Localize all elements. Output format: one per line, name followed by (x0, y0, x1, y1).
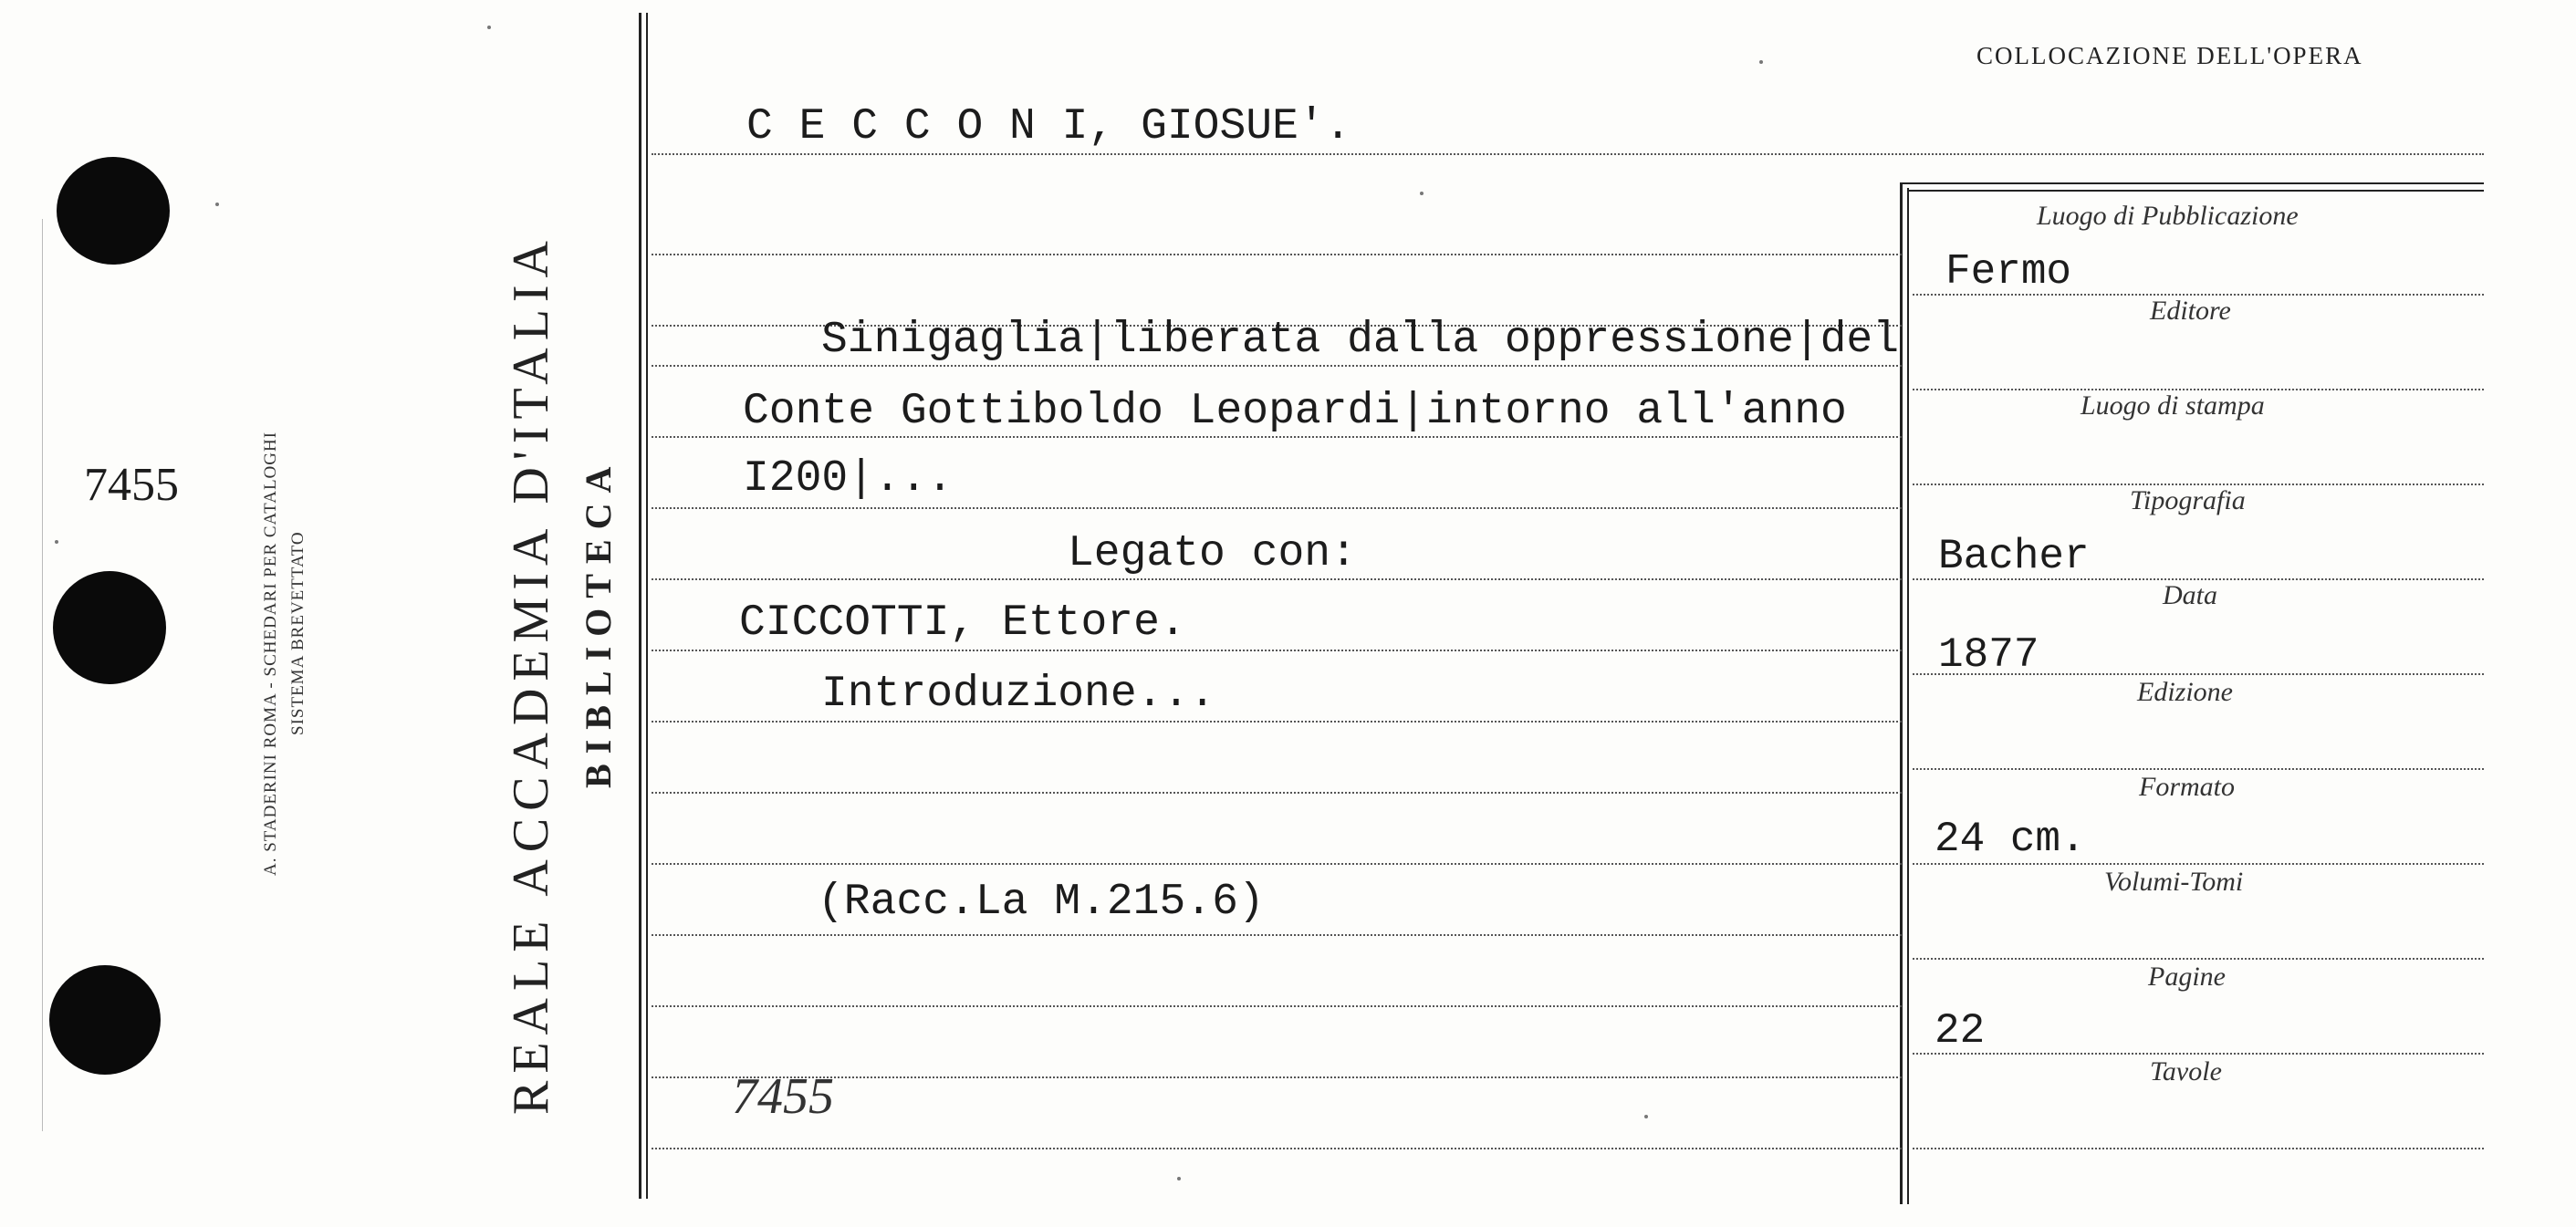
field-label-editore: Editore (2150, 296, 2231, 326)
rule-line (652, 650, 1902, 651)
right-box-top-rule-b (1907, 190, 2484, 192)
rule-line (652, 254, 1902, 255)
paper-speck (215, 203, 219, 206)
bound-author: CICCOTTI, Ettore. (739, 598, 1186, 648)
field-label-volumi-tomi: Volumi-Tomi (2104, 867, 2244, 897)
bound-with-label: Legato con: (1068, 529, 1357, 578)
field-value-pagine: 22 (1935, 1007, 1986, 1055)
title-line-3: I200|... (743, 454, 954, 504)
field-label-tavole: Tavole (2150, 1056, 2222, 1087)
field-rule (1913, 768, 2484, 770)
punch-hole-top (57, 157, 170, 265)
field-rule (1913, 1148, 2484, 1149)
rule-line (652, 507, 1902, 509)
field-label-formato: Formato (2139, 772, 2235, 802)
rule-line (652, 365, 1902, 367)
rule-line (652, 578, 1902, 580)
rule-line (652, 721, 1902, 723)
rule-line (652, 436, 1902, 438)
left-edge-mark (42, 219, 43, 1131)
rule-line (652, 792, 1902, 794)
field-value-tipografia: Bacher (1938, 533, 2090, 580)
collocation-header: COLLOCAZIONE DELL'OPERA (1976, 42, 2363, 69)
department-name: BIBLIOTECA (578, 456, 619, 788)
author-heading: C E C C O N I, GIOSUE'. (746, 102, 1351, 151)
left-inventory-number: 7455 (84, 459, 179, 511)
rule-line (652, 153, 2484, 155)
institution-name: REALE ACCADEMIA D'ITALIA (503, 234, 559, 1115)
field-value-data: 1877 (1938, 631, 2039, 679)
right-box-top-rule-a (1900, 182, 2484, 184)
field-label-luogo-pubblicazione: Luogo di Pubblicazione (2037, 201, 2299, 231)
field-rule (1913, 958, 2484, 960)
title-line-2: Conte Gottiboldo Leopardi|intorno all'anno (743, 387, 1847, 436)
paper-speck (1759, 60, 1763, 64)
field-value-luogo-pubblicazione: Fermo (1945, 248, 2072, 296)
field-label-data: Data (2163, 580, 2217, 610)
field-label-pagine: Pagine (2148, 962, 2226, 992)
right-box-rule-a (1900, 182, 1903, 1204)
shelfmark: (Racc.La M.215.6) (818, 878, 1265, 927)
field-label-tipografia: Tipografia (2130, 485, 2246, 515)
left-double-rule-b (646, 13, 648, 1199)
right-box-rule-b (1907, 188, 1909, 1204)
field-rule (1913, 863, 2484, 865)
title-line-1: Sinigaglia|liberata dalla oppressione|del (821, 316, 1899, 365)
field-rule (1913, 1053, 2484, 1055)
left-double-rule-a (639, 13, 641, 1199)
punch-hole-bottom (49, 965, 161, 1075)
rule-line (652, 1148, 1902, 1149)
paper-speck (1420, 192, 1424, 195)
rule-line (652, 934, 1902, 936)
paper-speck (1644, 1115, 1648, 1118)
rule-line (652, 1005, 1902, 1007)
bound-title: Introduzione... (821, 670, 1216, 719)
paper-speck (487, 26, 491, 29)
rule-line (652, 1076, 1902, 1078)
printer-credit-line1: A. STADERINI ROMA - SCHEDARI PER CATALOGHI (261, 431, 280, 876)
printer-credit-line2: SISTEMA BREVETTATO (288, 531, 308, 735)
punch-hole-middle (53, 571, 166, 684)
bottom-inventory-number: 7455 (732, 1068, 834, 1125)
field-value-formato: 24 cm. (1935, 816, 2086, 863)
paper-speck (55, 540, 58, 544)
paper-speck (1177, 1177, 1181, 1180)
field-label-luogo-stampa: Luogo di stampa (2081, 390, 2265, 421)
field-label-edizione: Edizione (2137, 677, 2233, 707)
rule-line (652, 863, 1902, 865)
